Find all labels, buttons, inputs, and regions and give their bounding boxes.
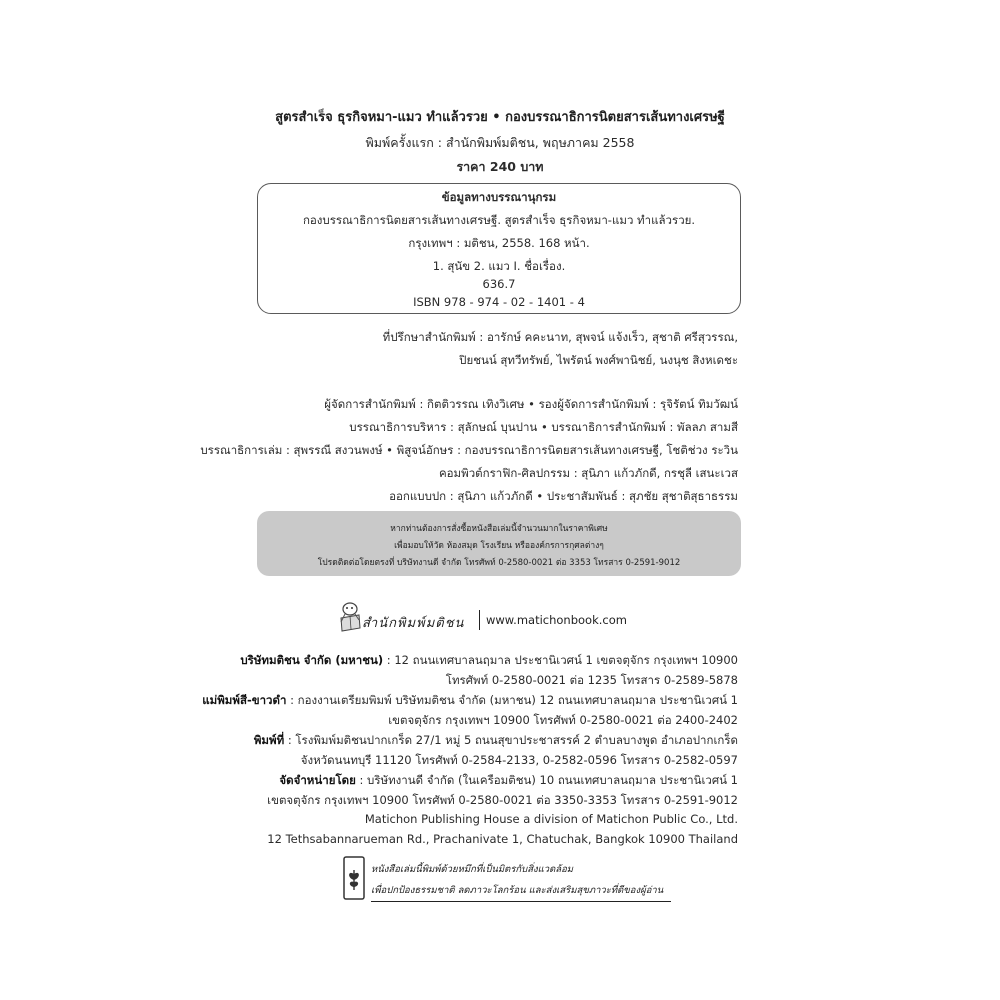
eco-note-line: หนังสือเล่มนี้พิมพ์ด้วยหมึกที่เป็นมิตรกับสิ่งแวดล้อม — [371, 864, 574, 875]
company-label: บริษัทมติชน จำกัด (มหาชน) — [240, 653, 384, 667]
distributor-line — [279, 772, 738, 790]
company-address: : 12 ถนนเทศบาลนฤมาล ประชานิเวศน์ 1 เขตจตุจักร กรุงเทพฯ 10900 — [383, 653, 738, 667]
staff-line: คอมพิวต์กราฟิก-ศิลปกรรม : สุนิภา แก้วภักดี, กรชุลี เสนะเวส — [438, 466, 738, 480]
staff-line: บรรณาธิการเล่ม : สุพรรณี สงวนพงษ์ • พิสูจน์อักษร : กองบรรณาธิการนิตยสารเส้นทางเศรษฐี, โชติช่วง ระวิน — [200, 443, 738, 457]
catalog-line: กรุงเทพฯ : มติชน, 2558. 168 หน้า. — [408, 236, 590, 250]
company-line — [240, 652, 738, 670]
staff-line: ออกแบบปก : สุนิภา แก้วภักดี • ประชาสัมพันธ์ : สุภชัย สุชาติสุธาธรรม — [389, 489, 738, 503]
catalog-heading: ข้อมูลทางบรรณานุกรม — [441, 190, 557, 204]
catalog-line: 1. สุนัข 2. แมว I. ชื่อเรื่อง. — [432, 259, 566, 273]
publisher-logo-icon — [336, 600, 364, 634]
printer-address: : โรงพิมพ์มติชนปากเกร็ด 27/1 หมู่ 5 ถนนสุขาประชาสรรค์ 2 ตำบลบางพูด อำเภอปากเกร็ด — [284, 733, 738, 747]
distributor-label: จัดจำหน่ายโดย — [279, 773, 356, 787]
distributor-address: : บริษัทงานดี จำกัด (ในเครือมติชน) 10 ถนนเทศบาลนฤมาล ประชานิเวศน์ 1 — [355, 773, 738, 787]
book-title-line: สูตรสำเร็จ ธุรกิจหมา-แมว ทำแล้วรวย • กองบรรณาธิการนิตยสารเส้นทางเศรษฐี — [275, 110, 725, 125]
staff-line: ผู้จัดการสำนักพิมพ์ : กิตติวรรณ เทิงวิเศษ • รองผู้จัดการสำนักพิมพ์ : รุจิรัตน์ ทิมวัฒน์ — [324, 397, 738, 411]
isbn-line: ISBN 978 - 974 - 02 - 1401 - 4 — [413, 295, 585, 309]
first-print-line: พิมพ์ครั้งแรก : สำนักพิมพ์มติชน, พฤษภาคม 2558 — [365, 135, 635, 150]
catalog-line: 636.7 — [482, 277, 516, 291]
color-sep-line — [202, 692, 738, 710]
staff-line: บรรณาธิการบริหาร : สุลักษณ์ บุนปาน • บรรณาธิการสำนักพิมพ์ : พัลลภ สามสี — [349, 420, 738, 434]
catalog-line: กองบรรณาธิการนิตยสารเส้นทางเศรษฐี. สูตรสำเร็จ ธุรกิจหมา-แมว ทำแล้วรวย. — [302, 213, 696, 227]
price-line: ราคา 240 บาท — [456, 159, 544, 174]
leaf-book-icon — [343, 856, 365, 900]
color-sep-phone-line: เขตจตุจักร กรุงเทพฯ 10900 โทรศัพท์ 0-2580-0021 ต่อ 2400-2402 — [388, 713, 738, 727]
eco-underline — [371, 901, 671, 902]
distributor-phone-line: เขตจตุจักร กรุงเทพฯ 10900 โทรศัพท์ 0-2580-0021 ต่อ 3350-3353 โทรสาร 0-2591-9012 — [267, 793, 738, 807]
printer-line — [254, 732, 738, 750]
publisher-logo-text: สำนักพิมพ์มติชน — [362, 616, 465, 631]
eco-note-line: เพื่อปกป้องธรรมชาติ ลดภาวะโลกร้อน และส่งเสริมสุขภาวะที่ดีของผู้อ่าน — [371, 885, 664, 896]
distributor-english-line: Matichon Publishing House a division of Matichon Public Co., Ltd. — [364, 812, 738, 826]
printer-phone-line: จังหวัดนนทบุรี 11120 โทรศัพท์ 0-2584-2133, 0-2582-0596 โทรสาร 0-2582-0597 — [300, 753, 738, 767]
color-sep-label: แม่พิมพ์สี-ขาวดำ — [202, 693, 287, 707]
company-phone-line: โทรศัพท์ 0-2580-0021 ต่อ 1235 โทรสาร 0-2589-5878 — [445, 673, 738, 687]
notice-line: เพื่อมอบให้วัด ห้องสมุด โรงเรียน หรือองค์กรการกุศลต่างๆ — [394, 541, 604, 551]
distributor-english-address: 12 Tethsabannarueman Rd., Prachanivate 1, Chatuchak, Bangkok 10900 Thailand — [267, 832, 738, 846]
notice-line: หากท่านต้องการสั่งซื้อหนังสือเล่มนี้จำนวนมากในราคาพิเศษ — [390, 524, 608, 534]
color-sep-address: : กองงานเตรียมพิมพ์ บริษัทมติชน จำกัด (มหาชน) 12 ถนนเทศบาลนฤมาล ประชานิเวศน์ 1 — [286, 693, 738, 707]
publisher-website-link[interactable]: www.matichonbook.com — [486, 613, 627, 627]
advisors-line: ปิยชนน์ สุทวีทรัพย์, ไพรัตน์ พงศ์พานิชย์, นงนุช สิงหเดชะ — [459, 353, 738, 367]
logo-divider — [479, 610, 480, 630]
advisors-line: ที่ปรึกษาสำนักพิมพ์ : อารักษ์ คคะนาท, สุพจน์ แจ้งเร็ว, สุชาติ ศรีสุวรรณ, — [382, 330, 738, 344]
notice-line: โปรดติดต่อโดยตรงที่ บริษัทงานดี จำกัด โทรศัพท์ 0-2580-0021 ต่อ 3353 โทรสาร 0-2591-9012 — [317, 558, 681, 568]
printer-label: พิมพ์ที่ — [253, 733, 285, 747]
